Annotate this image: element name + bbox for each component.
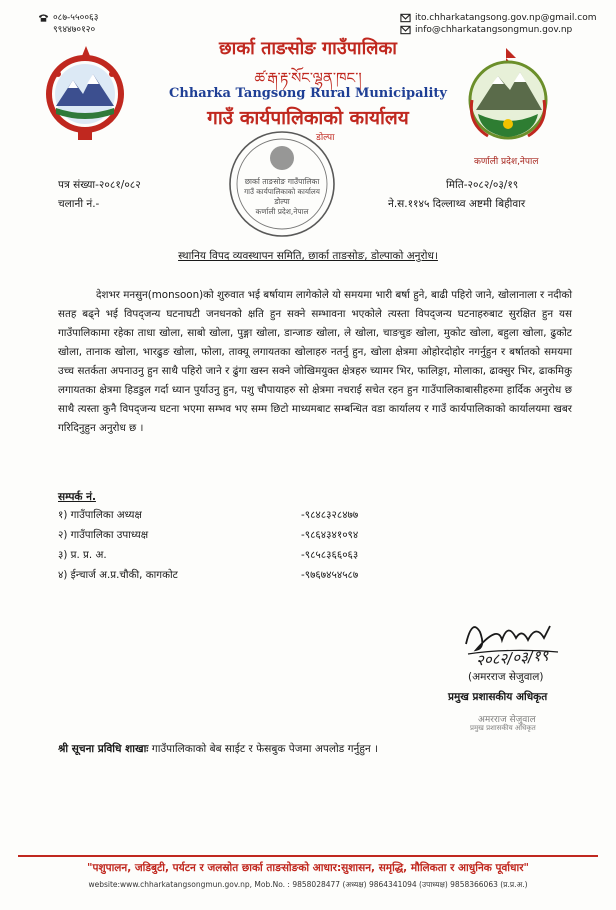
- phone-block: [38, 12, 98, 36]
- municipality-name-tibetan: ཚ་རྒ་རྟ་སོང་ལྷན་ཁང་།: [254, 69, 362, 87]
- contact-number: -९८६४३४१०९४: [301, 529, 359, 541]
- municipality-name-nepali: छार्का ताङसोङ गाउँपालिका: [219, 38, 397, 59]
- email-1[interactable]: ito.chharkatangsong.gov.np@gmail.com: [415, 13, 597, 23]
- footer-rule: [18, 855, 598, 857]
- contact-label: ३) प्र. प्र. अ.: [58, 549, 107, 561]
- date-bs: मिति-२०८२/०३/१९: [446, 179, 519, 191]
- letter-number: पत्र संख्या-२०८१/०८२: [58, 179, 141, 191]
- stamp-line-4: कर्णाली प्रदेश,नेपाल: [255, 207, 309, 216]
- stamp-line-1: छार्का ताङसोङ गाउँपालिका: [244, 177, 320, 186]
- phone-number-1: ०८७-५५००६३: [53, 13, 99, 23]
- district-label: डोल्पा: [316, 133, 335, 143]
- body-paragraph: देशभर मनसुन(monsoon)को शुरुवात भई बर्षायाम लागेकोले यो समयमा भारी बर्षा हुने, बाढी पहिरो जाने, खोलानाला र नदीको सतह बढ्ने भई विपद्जन्य घटनाघटी जनधनको क्षति हुन सक्ने सम्भावना भएकोले त्यस्ता विपद्जन्य घटनाहरुबाट सुरक्षित हुन यस गाउँपालिकामा रहेका ताधा खोला, साबो खोला, पुङ्गा खोला, डान्जाङ खोला, ले खोला, चाङचुङ खोला, मुकोट खोला, बहुला खोला, ढुकोट खोला, तानाक खोला, भारढुङ खोला, फोला, ताक्यू लगायतका खोलाहरु नतर्नु हुन, खोला क्षेत्रमा ओहोरदोहोर नगर्नुहुन र बर्षातको समयमा उच्च सतर्कता अपनाउनु हुन साथै पहिरो जाने र ढुंगा खस्न सक्ने जोखिमयुक्त क्षेत्रहरु च्यामर भिर, फालिङ्रा, मोलाका, ढाक्सुर भिर, ढाकमिकु लगायतका क्षेत्रमा हिडडुल गर्दा ध्यान पुर्याउनु हुन, पशु चौपायाहरु सो क्षेत्रमा नचराई सचेत रहन हुन गाउँपालिकाबासीहरुमा हार्दिक अनुरोध छ साथै त्यस्ता कुनै विपद्जन्य घटना भएमा सम्भव भए सम्म छिटो माध्यमबाट सम्बन्धित वडा कार्यालय र गाउँ कार्यपालिकाको कार्यालयमा खबर गरिदिनुहुन अनुरोध छ ।: [58, 289, 572, 434]
- stamp-line-3: डोल्पा: [274, 197, 290, 206]
- it-note: [58, 742, 378, 756]
- signatory-name: (अमरराज सेजुवाल): [468, 671, 544, 683]
- footer-slogan: "पशुपालन, जडिबुटी, पर्यटन र जलस्रोत छार्का ताङसोङको आधार:सुशासन, समृद्धि, मौलिकता र आधुनिक पूर्वाधार": [87, 862, 529, 874]
- office-title: गाउँ कार्यपालिकाको कार्यालय: [207, 107, 409, 129]
- email-icon: [400, 25, 411, 35]
- contact-number: -९८४८३२८४७७: [301, 509, 359, 521]
- subject-line: स्थानिय विपद व्यवस्थापन समिति, छार्का ताङसोङ, डोल्पाको अनुरोध।: [178, 250, 438, 262]
- phone-number-2: ९९४४७०१२०: [53, 25, 96, 35]
- signatory-designation: प्रमुख प्रशासकीय अधिकृत: [448, 691, 548, 703]
- email-block: [400, 12, 597, 36]
- handwritten-date: २०८२/०३/१९: [475, 646, 550, 670]
- province-label: कर्णाली प्रदेश,नेपाल: [474, 157, 539, 167]
- it-note-text: गाउँपालिकाको बेब साईट र फेसबुक पेजमा अपलोड गर्नुहुन ।: [151, 743, 379, 755]
- office-stamp-seal: [226, 128, 338, 240]
- contact-label: १) गाउँपालिका अध्यक्ष: [58, 509, 142, 521]
- contact-row: [58, 568, 378, 588]
- email-icon: [400, 13, 411, 23]
- contact-row: [58, 548, 378, 568]
- contact-row: [58, 508, 378, 528]
- date-ns: ने.स.११४५ दिल्लाथ्व अष्टमी बिहीवार: [388, 198, 526, 210]
- footer-contact-line: website:www.chharkatangsongmun.gov.np, Mob.No. : 9858028477 (अध्यक्ष) 9864341094 (उपाध्यक्ष) 9858366063 (प्र.प्र.अ.): [88, 880, 528, 889]
- name-stamp-line-2: प्रमुख प्रशासकीय अधिकृत: [470, 724, 536, 732]
- contact-number: -९७६७४५४५८७: [301, 569, 359, 581]
- contacts-list: [58, 508, 378, 588]
- contact-label: ४) ईन्चार्ज अ.प्र.चौकी, कागकोट: [58, 569, 178, 581]
- dispatch-number: चलानी नं.-: [58, 198, 100, 210]
- contact-label: २) गाउँपालिका उपाध्यक्ष: [58, 529, 149, 541]
- municipality-name-english: Chharka Tangsong Rural Municipality: [169, 86, 447, 101]
- phone-icon: [38, 13, 49, 23]
- name-stamp-line-1: अमरराज सेजुवाल: [478, 715, 536, 725]
- stamp-line-2: गाउँ कार्यपालिकाको कार्यालय: [244, 187, 320, 196]
- contacts-heading: सम्पर्क नं.: [58, 491, 96, 503]
- contact-number: -९८५८३६६०६३: [301, 549, 359, 561]
- email-2[interactable]: info@chharkatangsongmun.gov.np: [415, 25, 573, 35]
- it-note-label: श्री सूचना प्रविधि शाखाः: [58, 743, 149, 755]
- contact-row: [58, 528, 378, 548]
